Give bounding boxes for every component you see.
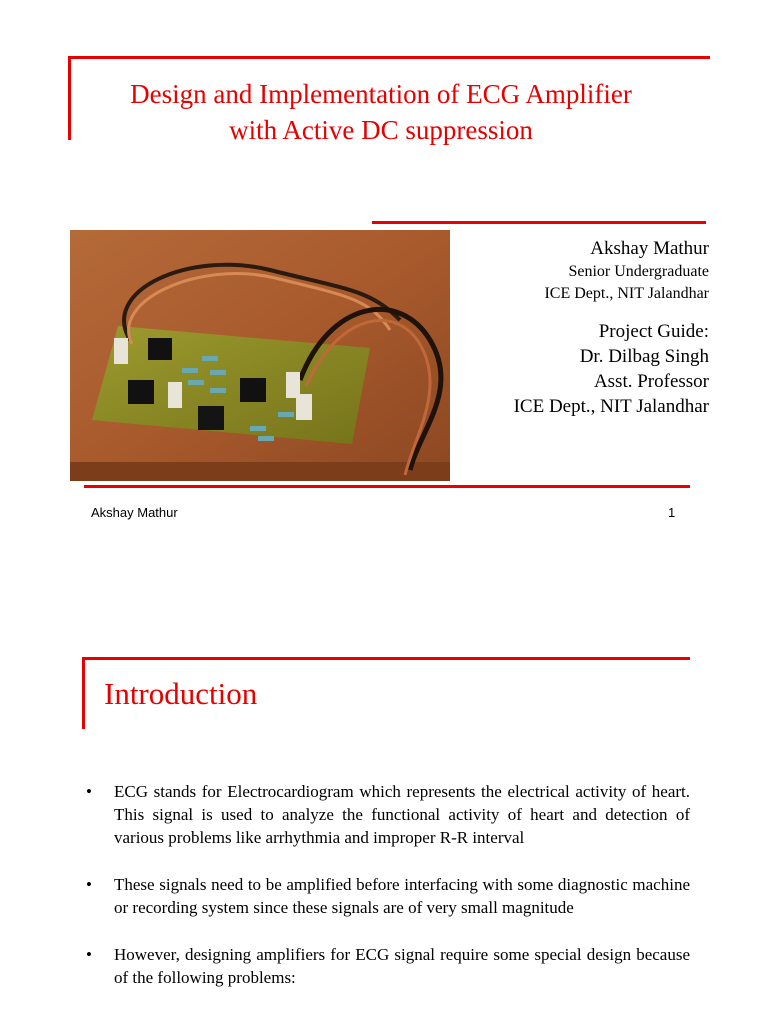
bullet-list (86, 780, 690, 1013)
footer-rule (84, 485, 690, 488)
title-top-rule (68, 56, 710, 59)
bullet-item: • ECG stands for Electrocardiogram which represents the electrical activity of heart. This signal is used to analyze the functional activity of heart and detection of various problems like arrhythmia and improper R-R interval (86, 780, 690, 849)
page-number: 1 (668, 505, 676, 520)
author-rule (372, 221, 706, 224)
bullet-item: • However, designing amplifiers for ECG signal require some special design because of the following problems: (86, 943, 690, 989)
heading-top-rule (82, 657, 690, 660)
author-department: ICE Dept., NIT Jalandhar (544, 285, 709, 302)
guide-department: ICE Dept., NIT Jalandhar (513, 396, 709, 417)
guide-title: Asst. Professor (593, 371, 709, 392)
pcb-image (70, 230, 450, 481)
guide-label: Project Guide: (598, 321, 709, 342)
circuit-board-photo (70, 230, 450, 481)
title-line-2: with Active DC suppression (229, 115, 533, 145)
author-role: Senior Undergraduate (568, 263, 709, 280)
author-info (514, 236, 709, 419)
guide-name: Dr. Dilbag Singh (579, 346, 709, 367)
bullet-item: • These signals need to be amplified before interfacing with some diagnostic machine or recording system since these signals are of very small magnitude (86, 873, 690, 919)
section-heading: Introduction (104, 676, 258, 711)
slide-title (70, 76, 692, 148)
author-name: Akshay Mathur (590, 238, 709, 259)
footer-author: Akshay Mathur (91, 505, 178, 520)
title-line-1: Design and Implementation of ECG Amplifier (130, 79, 632, 109)
heading-accent-bar (82, 657, 85, 729)
